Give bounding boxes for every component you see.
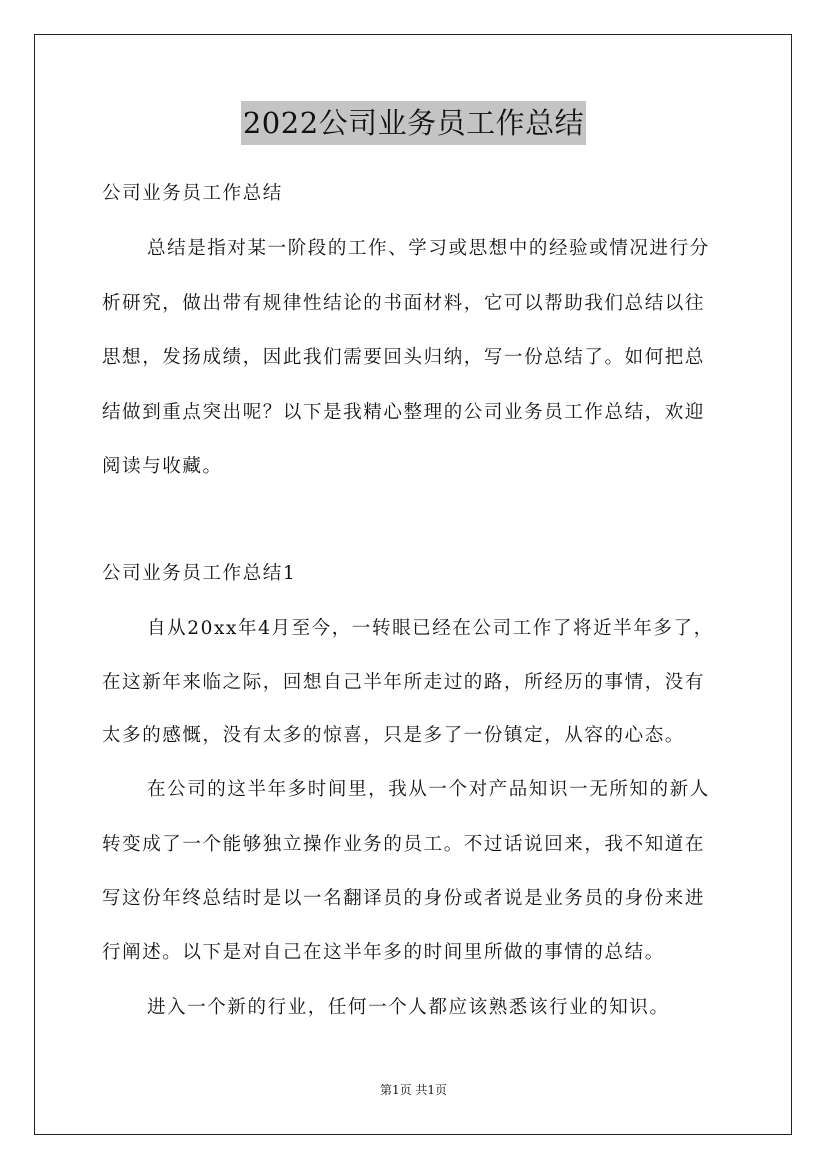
section1-heading: 公司业务员工作总结1 [102,563,297,584]
section1-line-4: 在公司的这半年多时间里，我从一个对产品知识一无所知的新人 [147,779,710,800]
title-container [0,101,827,145]
intro-line-2: 析研究，做出带有规律性结论的书面材料，它可以帮助我们总结以往 [102,293,706,314]
intro-line-5: 阅读与收藏。 [102,456,223,477]
intro-line-1: 总结是指对某一阶段的工作、学习或思想中的经验或情况进行分 [147,238,710,259]
section1-line-3: 太多的感慨，没有太多的惊喜，只是多了一份镇定，从容的心态。 [102,725,685,746]
document-title: 2022公司业务员工作总结 [241,101,586,145]
section1-line-6: 写这份年终总结时是以一名翻译员的身份或者说是业务员的身份来进 [102,888,706,909]
section1-line-1: 自从20xx年4月至今，一转眼已经在公司工作了将近半年多了， [147,618,714,639]
section1-line-7: 行阐述。以下是对自己在这半年多的时间里所做的事情的总结。 [102,942,665,963]
intro-line-3: 思想，发扬成绩，因此我们需要回头归纳，写一份总结了。如何把总 [102,347,706,368]
intro-line-4: 结做到重点突出呢？以下是我精心整理的公司业务员工作总结，欢迎 [102,402,706,423]
section1-line-5: 转变成了一个能够独立操作业务的员工。不过话说回来，我不知道在 [102,834,706,855]
section1-line-8: 进入一个新的行业，任何一个人都应该熟悉该行业的知识。 [147,997,670,1018]
page-number-footer: 第1页 共1页 [379,1083,448,1097]
intro-heading: 公司业务员工作总结 [102,183,283,204]
section1-line-2: 在这新年来临之际，回想自己半年所走过的路，所经历的事情，没有 [102,672,706,693]
